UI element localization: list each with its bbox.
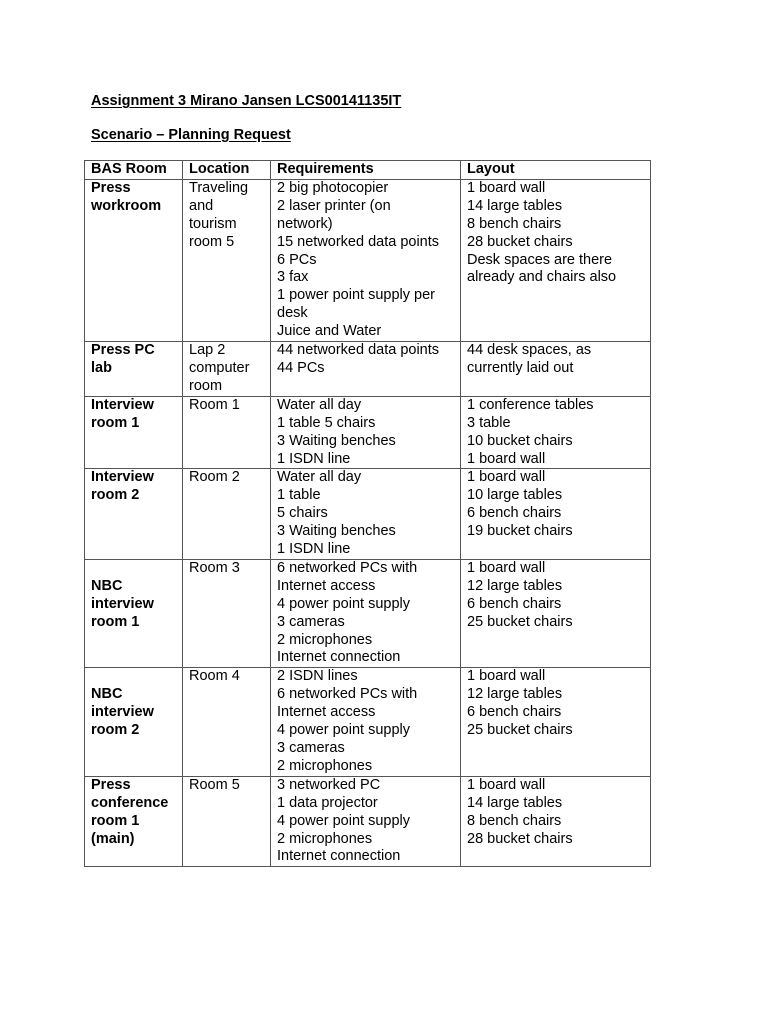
room-cell xyxy=(85,668,183,776)
location-line: room xyxy=(189,377,223,394)
layout-cell xyxy=(461,776,651,867)
layout-line: 28 bucket chairs xyxy=(467,830,573,847)
requirements-line: 3 cameras xyxy=(277,613,345,630)
location-line: Room 1 xyxy=(189,396,240,413)
room-line: Press xyxy=(91,179,131,196)
requirements-line: 3 fax xyxy=(277,269,309,286)
layout-cell xyxy=(461,559,651,667)
table-body xyxy=(85,179,651,866)
location-line: tourism xyxy=(189,215,237,232)
layout-line: 14 large tables xyxy=(467,197,563,214)
room-line: interview xyxy=(91,704,154,721)
location-line: Room 3 xyxy=(189,559,240,576)
room-line: room 1 xyxy=(91,414,140,431)
requirements-line: 1 power point supply per xyxy=(277,287,435,304)
location-cell xyxy=(183,396,271,469)
layout-line: 10 bucket chairs xyxy=(467,432,573,449)
layout-line: 14 large tables xyxy=(467,794,563,811)
requirements-line: 15 networked data points xyxy=(277,233,440,250)
table-row xyxy=(85,342,651,397)
location-line: Lap 2 xyxy=(189,342,226,359)
room-line: Interview xyxy=(91,469,154,486)
requirements-line: 1 ISDN line xyxy=(277,541,351,558)
location-line: Room 4 xyxy=(189,668,240,685)
layout-line: 3 table xyxy=(467,414,511,431)
requirements-line: 6 networked PCs with xyxy=(277,559,418,576)
requirements-line: 6 PCs xyxy=(277,251,317,268)
requirements-line: Water all day xyxy=(277,396,362,413)
requirements-line: Internet connection xyxy=(277,848,401,865)
layout-line: 28 bucket chairs xyxy=(467,233,573,250)
header-location: Location xyxy=(183,161,271,180)
requirements-line: 2 big photocopier xyxy=(277,179,389,196)
location-line: Room 2 xyxy=(189,469,240,486)
table-row xyxy=(85,559,651,667)
requirements-line: 44 networked data points xyxy=(277,342,440,359)
layout-cell xyxy=(461,396,651,469)
layout-line: already and chairs also xyxy=(467,269,617,286)
requirements-line: 3 Waiting benches xyxy=(277,432,396,449)
requirements-line: 5 chairs xyxy=(277,505,328,522)
room-line: workroom xyxy=(91,197,162,214)
layout-line: 25 bucket chairs xyxy=(467,613,573,630)
table-header-row xyxy=(85,161,651,180)
requirements-line: 1 data projector xyxy=(277,794,378,811)
requirements-line: 6 networked PCs with xyxy=(277,686,418,703)
requirements-cell xyxy=(271,776,461,867)
room-cell xyxy=(85,342,183,397)
room-line: Press PC xyxy=(91,342,155,359)
requirements-cell xyxy=(271,559,461,667)
layout-line: currently laid out xyxy=(467,359,574,376)
room-line: conference xyxy=(91,794,169,811)
room-line: room 1 xyxy=(91,613,140,630)
layout-line: 6 bench chairs xyxy=(467,704,562,721)
table-row xyxy=(85,668,651,776)
location-line: computer xyxy=(189,359,250,376)
layout-line: Desk spaces are there xyxy=(467,251,613,268)
table-row xyxy=(85,396,651,469)
layout-line: 12 large tables xyxy=(467,686,563,703)
location-line: Room 5 xyxy=(189,776,240,793)
room-line: NBC xyxy=(91,686,123,703)
header-requirements: Requirements xyxy=(271,161,461,180)
layout-line: 10 large tables xyxy=(467,487,563,504)
room-line: Press xyxy=(91,776,131,793)
requirements-cell xyxy=(271,396,461,469)
layout-line: 8 bench chairs xyxy=(467,812,562,829)
layout-cell xyxy=(461,469,651,560)
requirements-line: Juice and Water xyxy=(277,323,382,340)
location-cell xyxy=(183,342,271,397)
layout-line: 1 board wall xyxy=(467,668,546,685)
room-line: (main) xyxy=(91,830,135,847)
requirements-line: 1 table 5 chairs xyxy=(277,414,376,431)
layout-line: 1 board wall xyxy=(467,450,546,467)
requirements-cell xyxy=(271,668,461,776)
table-row xyxy=(85,469,651,560)
layout-line: 6 bench chairs xyxy=(467,505,562,522)
table-row xyxy=(85,179,651,341)
room-cell xyxy=(85,776,183,867)
location-cell xyxy=(183,469,271,560)
layout-cell xyxy=(461,668,651,776)
requirements-line: 3 Waiting benches xyxy=(277,523,396,540)
requirements-line: 4 power point supply xyxy=(277,812,410,829)
location-line: Traveling xyxy=(189,179,249,196)
layout-cell xyxy=(461,179,651,341)
requirements-line: network) xyxy=(277,215,333,232)
location-line: and xyxy=(189,197,214,214)
location-line: room 5 xyxy=(189,233,235,250)
layout-line: 1 board wall xyxy=(467,559,546,576)
room-line: room 2 xyxy=(91,722,140,739)
layout-line: 8 bench chairs xyxy=(467,215,562,232)
location-cell xyxy=(183,559,271,667)
layout-line: 1 conference tables xyxy=(467,396,594,413)
requirements-line: Internet access xyxy=(277,704,376,721)
room-line: NBC xyxy=(91,577,123,594)
layout-cell xyxy=(461,342,651,397)
requirements-line: Internet access xyxy=(277,577,376,594)
layout-line: 1 board wall xyxy=(467,776,546,793)
requirements-line: 3 cameras xyxy=(277,740,345,756)
room-cell xyxy=(85,179,183,341)
requirements-line: Internet connection xyxy=(277,649,401,666)
planning-request-table xyxy=(84,160,651,867)
room-line: Interview xyxy=(91,396,154,413)
layout-line: 25 bucket chairs xyxy=(467,722,573,739)
room-line: room 1 xyxy=(91,812,140,829)
location-cell xyxy=(183,179,271,341)
requirements-line: 4 power point supply xyxy=(277,595,410,612)
requirements-cell xyxy=(271,469,461,560)
requirements-line: 1 ISDN line xyxy=(277,450,351,467)
document-title: Assignment 3 Mirano Jansen LCS00141135IT xyxy=(91,93,402,109)
requirements-cell xyxy=(271,179,461,341)
layout-line: 12 large tables xyxy=(467,577,563,594)
location-cell xyxy=(183,668,271,776)
header-bas-room: BAS Room xyxy=(85,161,183,180)
layout-line: 44 desk spaces, as xyxy=(467,342,592,359)
requirements-line: 2 ISDN lines xyxy=(277,668,358,685)
document-subtitle: Scenario – Planning Request xyxy=(91,127,291,143)
location-cell xyxy=(183,776,271,867)
requirements-line: 3 networked PC xyxy=(277,776,381,793)
room-line: room 2 xyxy=(91,487,140,504)
requirements-line: 4 power point supply xyxy=(277,722,410,739)
requirements-line: 2 microphones xyxy=(277,631,373,648)
table-row xyxy=(85,776,651,867)
requirements-line: Water all day xyxy=(277,469,362,486)
requirements-line: 44 PCs xyxy=(277,359,325,376)
layout-line: 1 board wall xyxy=(467,469,546,486)
room-line: interview xyxy=(91,595,154,612)
room-cell xyxy=(85,469,183,560)
room-cell xyxy=(85,396,183,469)
layout-line: 19 bucket chairs xyxy=(467,523,573,540)
room-cell xyxy=(85,559,183,667)
requirements-line: 2 microphones xyxy=(277,830,373,847)
requirements-line: 2 microphones xyxy=(277,757,373,774)
requirements-cell xyxy=(271,342,461,397)
header-layout: Layout xyxy=(461,161,651,180)
requirements-line: desk xyxy=(277,305,308,322)
requirements-line: 1 table xyxy=(277,487,321,504)
room-line: lab xyxy=(91,359,112,376)
requirements-line: 2 laser printer (on xyxy=(277,197,391,214)
layout-line: 1 board wall xyxy=(467,179,546,196)
layout-line: 6 bench chairs xyxy=(467,595,562,612)
